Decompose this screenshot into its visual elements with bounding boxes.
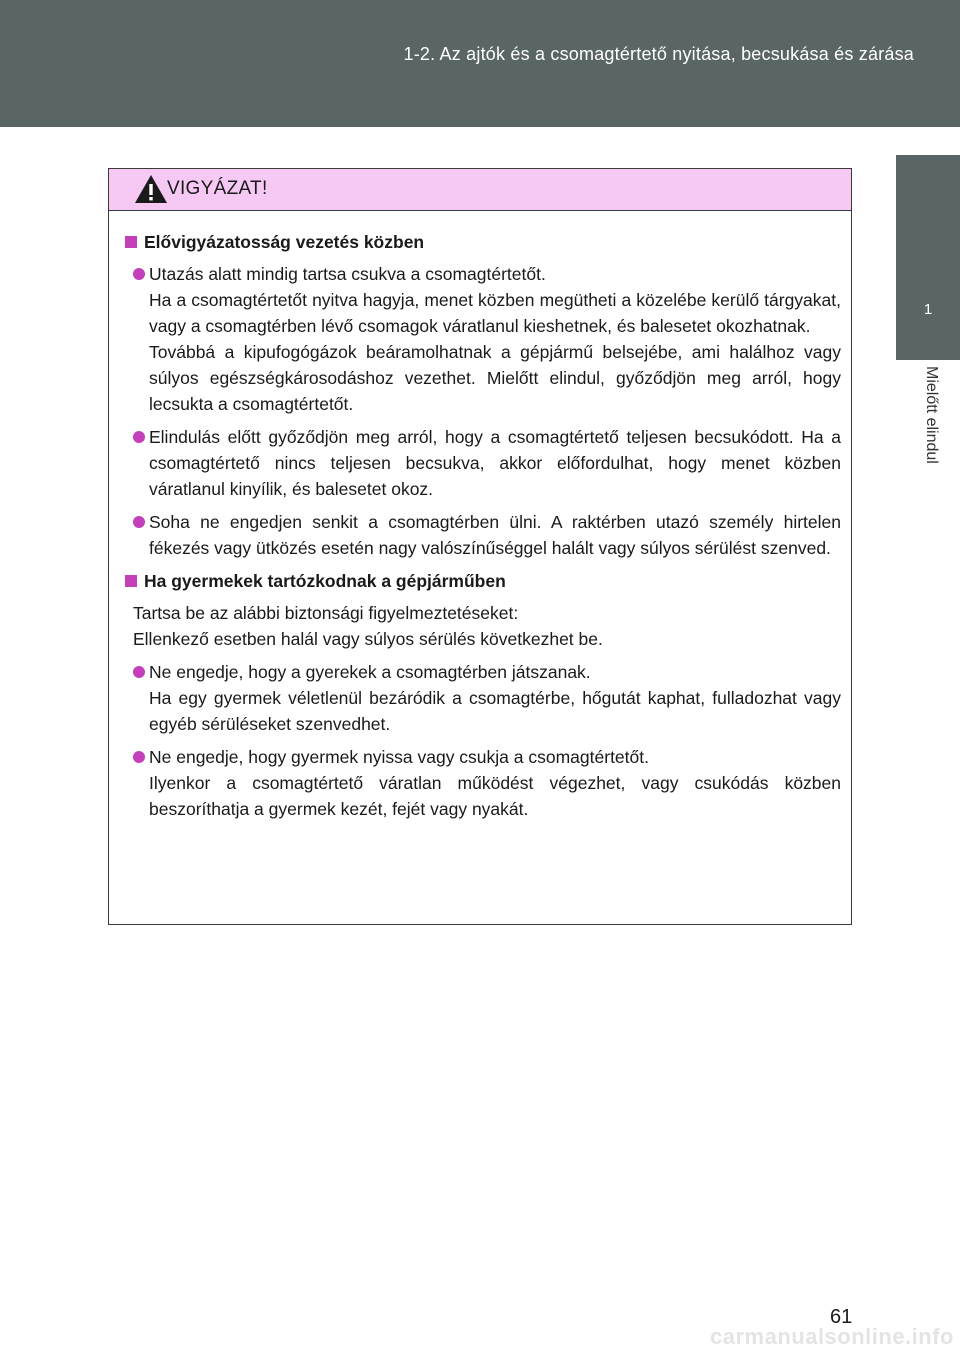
section-title-text: Elővigyázatosság vezetés közben xyxy=(144,232,425,252)
list-item-text: Soha ne engedjen senkit a csomagtérben ülni. A raktérben utazó személy hirtelen fékezés vagy ütközés esetén nagy valószínűséggel halált vagy súlyos sérülést szenved. xyxy=(149,512,841,558)
page-number: 61 xyxy=(830,1306,853,1328)
list-item-text: Ha a csomagtértetőt nyitva hagyja, menet közben megütheti a közelébe kerülő tárgyakat, vagy a csomagtérben lévő csomagok váratlanul kieshetnek, és balesetet okozhatnak. xyxy=(149,290,841,336)
round-bullet-icon xyxy=(133,751,145,763)
warning-title: VIGYÁZAT! xyxy=(167,178,268,199)
list-item xyxy=(125,261,841,417)
list-item xyxy=(125,744,841,822)
list-item-text: Ne engedje, hogy gyermek nyissa vagy csukja a csomagtértetőt. xyxy=(149,747,649,767)
section-title xyxy=(125,568,841,594)
chapter-side-label-text: Mielőtt elindul xyxy=(923,366,940,464)
list-item xyxy=(125,659,841,737)
list-item xyxy=(125,509,841,561)
section-intro xyxy=(125,600,841,652)
list-item-text: Ilyenkor a csomagtértető váratlan működést végezhet, vagy csukódás közben beszoríthatja a gyermek kezét, fejét vagy nyakát. xyxy=(149,773,841,819)
warning-box xyxy=(108,168,852,925)
round-bullet-icon xyxy=(133,268,145,280)
warning-body xyxy=(109,211,851,822)
chapter-title: 1-2. Az ajtók és a csomagtértető nyitása, becsukása és zárása xyxy=(403,44,914,64)
list-item-text: Ha egy gyermek véletlenül bezáródik a csomagtérbe, hőgutát kaphat, fulladozhat vagy egyéb sérüléseket szenvedhet. xyxy=(149,688,841,734)
list-item-text: Utazás alatt mindig tartsa csukva a csomagtértetőt. xyxy=(149,264,546,284)
intro-text: Ellenkező esetben halál vagy súlyos sérülés következhet be. xyxy=(133,629,603,649)
watermark: carmanualsonline.info xyxy=(710,1324,954,1349)
section-title-text: Ha gyermekek tartózkodnak a gépjárműben xyxy=(144,571,506,591)
list-item xyxy=(125,424,841,502)
list-item-text: Továbbá a kipufogógázok beáramolhatnak a gépjármű belsejébe, ami halálhoz vagy súlyos egészségkárosodáshoz vezethet. Mielőtt elindul, győződjön meg arról, hogy lecsukta a csomagtértetőt. xyxy=(149,342,841,414)
list-item-text: Elindulás előtt győződjön meg arról, hogy a csomagtértető teljesen becsukódott. Ha a csomagtértető nincs teljesen becsukva, akkor előfordulhat, hogy menet közben váratlanul kinyílik, és balesetet okoz. xyxy=(149,427,841,499)
square-bullet-icon xyxy=(125,575,137,587)
round-bullet-icon xyxy=(133,431,145,443)
section-title xyxy=(125,229,841,255)
chapter-side-tab xyxy=(896,155,960,360)
intro-text: Tartsa be az alábbi biztonsági figyelmeztetéseket: xyxy=(133,603,519,623)
round-bullet-icon xyxy=(133,516,145,528)
warning-triangle-icon xyxy=(133,173,169,205)
chapter-side-label xyxy=(896,366,960,506)
warning-header xyxy=(109,169,851,211)
square-bullet-icon xyxy=(125,236,137,248)
chapter-number: 1 xyxy=(923,301,933,318)
chapter-header xyxy=(0,0,960,127)
list-item-text: Ne engedje, hogy a gyerekek a csomagtérben játszanak. xyxy=(149,662,591,682)
round-bullet-icon xyxy=(133,666,145,678)
